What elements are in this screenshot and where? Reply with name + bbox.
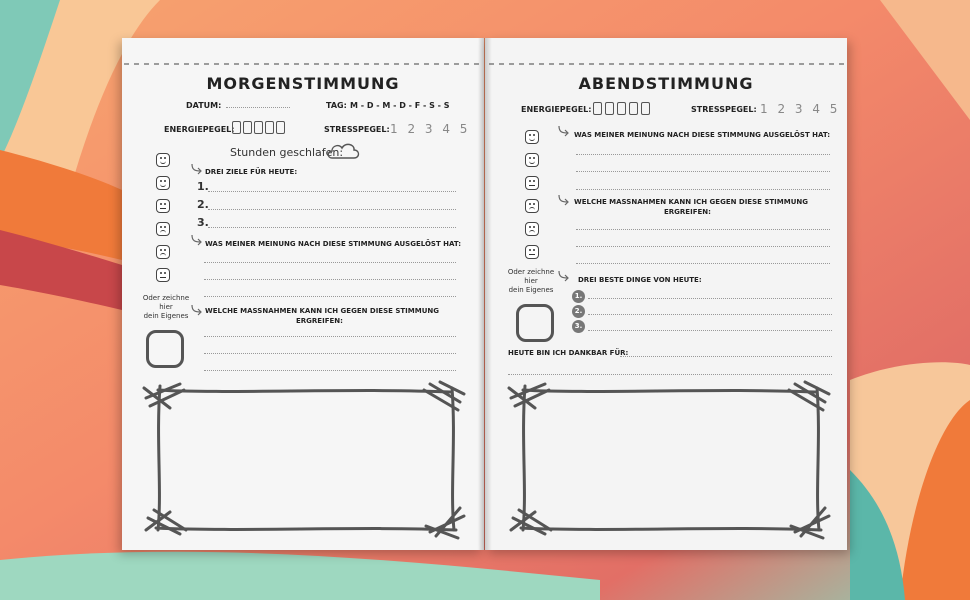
writing-line[interactable] — [588, 298, 832, 299]
stitch-border — [122, 58, 849, 70]
writing-line[interactable] — [576, 246, 830, 247]
stress-scale[interactable]: 1 2 3 4 5 — [760, 102, 841, 116]
writing-line[interactable] — [204, 262, 456, 263]
best-number: 2. — [572, 305, 585, 318]
arrow-icon — [557, 270, 571, 282]
writing-line[interactable] — [204, 353, 456, 354]
arrow-icon — [190, 234, 204, 246]
opinion-label: WAS MEINER MEINUNG NACH DIESE STIMMUNG AUSGELÖST HAT: — [205, 240, 462, 248]
measures-label: WELCHE MASSNAHMEN KANN ICH GEGEN DIESE STIMMUNG — [574, 198, 808, 206]
goal-number: 3. — [197, 216, 209, 229]
measures-label: ERGREIFEN: — [296, 317, 343, 325]
writing-line[interactable] — [576, 154, 830, 155]
goal-line[interactable] — [208, 209, 456, 210]
tag-days[interactable]: M - D - M - D - F - S - S — [350, 101, 450, 110]
goals-label: DREI ZIELE FÜR HEUTE: — [205, 168, 298, 176]
energie-label: ENERGIEPEGEL: — [521, 105, 592, 114]
writing-line[interactable] — [204, 279, 456, 280]
stress-label: STRESSPEGEL: — [691, 105, 757, 114]
page-title: MORGENSTIMMUNG — [206, 74, 400, 93]
sketch-frame[interactable] — [505, 380, 835, 540]
arrow-icon — [557, 125, 571, 137]
writing-line[interactable] — [204, 336, 456, 337]
writing-line[interactable] — [576, 189, 830, 190]
arrow-icon — [557, 194, 571, 206]
cloud-icon — [326, 140, 362, 162]
writing-line[interactable] — [576, 229, 830, 230]
writing-line[interactable] — [588, 314, 832, 315]
writing-line[interactable] — [508, 374, 832, 375]
measures-label: WELCHE MASSNAHMEN KANN ICH GEGEN DIESE STIMMUNG — [205, 307, 439, 315]
goal-number: 2. — [197, 198, 209, 211]
arrow-icon — [190, 163, 204, 175]
goal-line[interactable] — [208, 191, 456, 192]
goal-number: 1. — [197, 180, 209, 193]
arrow-icon — [190, 304, 204, 316]
grateful-label: HEUTE BIN ICH DANKBAR FÜR: — [508, 349, 629, 357]
writing-line[interactable] — [576, 171, 830, 172]
best-label: DREI BESTE DINGE VON HEUTE: — [578, 276, 702, 284]
energie-label: ENERGIEPEGEL: — [164, 125, 235, 134]
page-title: ABENDSTIMMUNG — [578, 74, 754, 93]
draw-label: Oder zeichne hier dein Eigenes — [142, 294, 190, 320]
writing-line[interactable] — [588, 330, 832, 331]
best-number: 1. — [572, 290, 585, 303]
tag-label: TAG: — [326, 101, 347, 110]
writing-line[interactable] — [576, 263, 830, 264]
draw-label: Oder zeichne hier dein Eigenes — [507, 268, 555, 294]
opinion-label: WAS MEINER MEINUNG NACH DIESE STIMMUNG AUSGELÖST HAT: — [574, 131, 831, 139]
writing-line[interactable] — [620, 356, 832, 357]
measures-label: ERGREIFEN: — [664, 208, 711, 216]
stress-scale[interactable]: 1 2 3 4 5 — [390, 122, 471, 136]
stress-label: STRESSPEGEL: — [324, 125, 390, 134]
best-number: 3. — [572, 320, 585, 333]
draw-box[interactable] — [146, 330, 184, 368]
book-spine — [478, 38, 492, 550]
datum-label: DATUM: — [186, 101, 222, 110]
writing-line[interactable] — [204, 370, 456, 371]
sleep-label: Stunden geschlafen: — [230, 146, 344, 159]
writing-line[interactable] — [204, 296, 456, 297]
draw-box[interactable] — [516, 304, 554, 342]
datum-line[interactable] — [226, 107, 290, 108]
goal-line[interactable] — [208, 227, 456, 228]
sketch-frame[interactable] — [140, 380, 470, 540]
